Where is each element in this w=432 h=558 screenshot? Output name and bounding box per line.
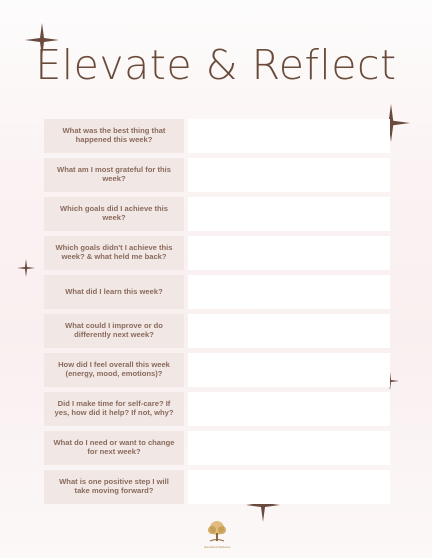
table-row	[44, 392, 390, 426]
sparkle-icon	[25, 23, 59, 57]
answer-cell[interactable]	[188, 275, 390, 309]
brand-logo	[200, 520, 234, 554]
table-row	[44, 353, 390, 387]
sparkle-icon	[17, 259, 35, 277]
question-cell: What could I improve or do differently next week?	[44, 314, 184, 348]
table-row	[44, 431, 390, 465]
table-row	[44, 197, 390, 231]
reflection-table	[44, 119, 390, 509]
answer-cell[interactable]	[188, 119, 390, 153]
answer-cell[interactable]	[188, 431, 390, 465]
question-cell: What do I need or want to change for next week?	[44, 431, 184, 465]
question-cell: How did I feel overall this week (energy, mood, emotions)?	[44, 353, 184, 387]
table-row	[44, 236, 390, 270]
tree-icon	[206, 520, 228, 544]
answer-cell[interactable]	[188, 470, 390, 504]
table-row	[44, 470, 390, 504]
question-cell: What is one positive step I will take moving forward?	[44, 470, 184, 504]
answer-cell[interactable]	[188, 314, 390, 348]
table-row	[44, 275, 390, 309]
question-cell: What did I learn this week?	[44, 275, 184, 309]
table-row	[44, 119, 390, 153]
question-cell: What am I most grateful for this week?	[44, 158, 184, 192]
question-cell: Did I make time for self-care? If yes, how did it help? If not, why?	[44, 392, 184, 426]
answer-cell[interactable]	[188, 392, 390, 426]
answer-cell[interactable]	[188, 197, 390, 231]
logo-text: Nourished Wellness	[203, 545, 231, 549]
answer-cell[interactable]	[188, 353, 390, 387]
question-cell: Which goals didn't I achieve this week? & what held me back?	[44, 236, 184, 270]
page-title: Elevate & Reflect	[35, 41, 397, 89]
table-row	[44, 314, 390, 348]
question-cell: What was the best thing that happened this week?	[44, 119, 184, 153]
table-row	[44, 158, 390, 192]
answer-cell[interactable]	[188, 236, 390, 270]
question-cell: Which goals did I achieve this week?	[44, 197, 184, 231]
answer-cell[interactable]	[188, 158, 390, 192]
